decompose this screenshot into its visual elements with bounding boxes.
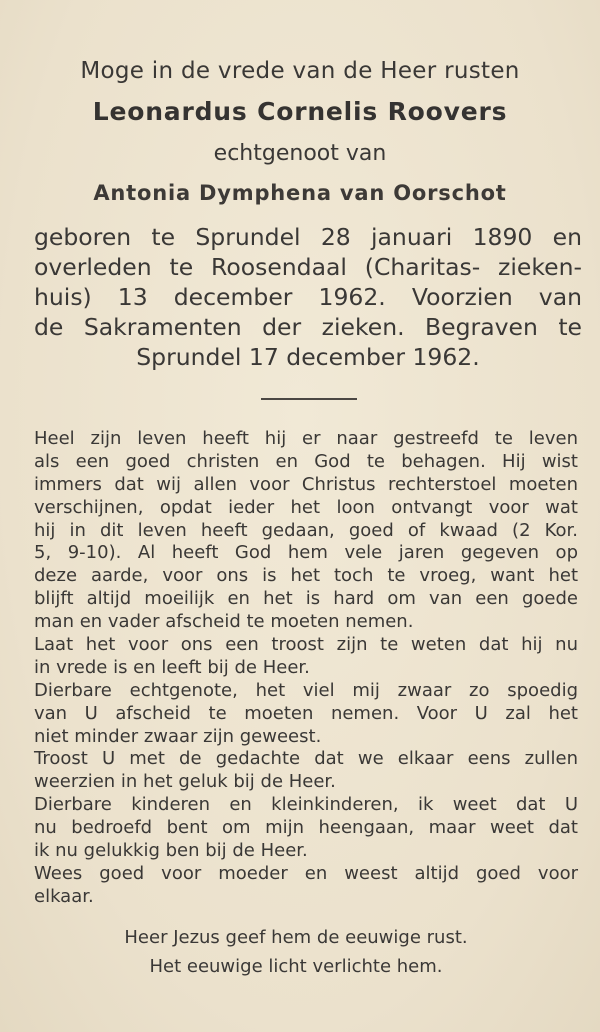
- text-line: weerzien in het geluk bij de Heer.: [34, 771, 336, 793]
- text-line: verschijnen, opdat ieder het loon ontvangt voor wat: [34, 496, 578, 518]
- bio-line: geboren te Sprundel 28 januari 1890 en: [34, 223, 582, 251]
- text-line: blijft altijd moeilijk en het is hard om van een goede: [34, 588, 578, 610]
- opening-line: Moge in de vrede van de Heer rusten: [80, 58, 520, 84]
- bio-line: Sprundel 17 december 1962.: [136, 343, 480, 371]
- text-line: Dierbare echtgenote, het viel mij zwaar zo spoedig: [34, 679, 578, 701]
- relation-label: echtgenoot van: [213, 141, 387, 166]
- text-line: niet minder zwaar zijn geweest.: [34, 725, 322, 747]
- spouse-name: Antonia Dymphena van Oorschot: [93, 181, 507, 205]
- text-line: Heel zijn leven heeft hij er naar gestreefd te leven: [34, 428, 578, 449]
- text-line: Wees goed voor moeder en weest altijd goed voor: [34, 862, 578, 884]
- text-line: in vrede is en leeft bij de Heer.: [34, 656, 310, 678]
- text-line: hij in dit leven heeft gedaan, goed of kwaad (2 Kor.: [34, 519, 578, 541]
- bio-line: de Sakramenten der zieken. Begraven te: [34, 313, 582, 341]
- text-line: deze aarde, voor ons is het toch te vroeg, want het: [34, 565, 578, 587]
- text-line: nu bedroefd bent om mijn heengaan, maar weet dat: [34, 817, 578, 839]
- text-line: van U afscheid te moeten nemen. Voor U zal het: [34, 702, 578, 724]
- text-line: elkaar.: [34, 885, 94, 907]
- bio-line: overleden te Roosendaal (Charitas- zieken-: [34, 253, 582, 281]
- memorial-text: [34, 428, 584, 909]
- text-line: man en vader afscheid te moeten nemen.: [34, 611, 414, 633]
- closing-prayer: [34, 923, 584, 981]
- bio-line: huis) 13 december 1962. Voorzien van: [34, 283, 582, 311]
- closing-line: Heer Jezus geef hem de eeuwige rust.: [124, 926, 468, 948]
- text-line: Troost U met de gedachte dat we elkaar eens zullen: [34, 748, 578, 770]
- closing-line: Het eeuwige licht verlichte hem.: [149, 955, 443, 977]
- biography: [34, 222, 584, 372]
- text-line: ik nu gelukkig ben bij de Heer.: [34, 840, 308, 862]
- divider: [261, 398, 357, 400]
- text-line: Laat het voor ons een troost zijn te weten dat hij nu: [34, 634, 578, 656]
- text-line: Dierbare kinderen en kleinkinderen, ik weet dat U: [34, 794, 578, 816]
- text-line: als een goed christen en God te behagen. Hij wist: [34, 450, 578, 472]
- deceased-name: Leonardus Cornelis Roovers: [92, 97, 508, 126]
- text-line: 5, 9-10). Al heeft God hem vele jaren gegeven op: [34, 542, 578, 564]
- text-line: immers dat wij allen voor Christus rechterstoel moeten: [34, 473, 578, 495]
